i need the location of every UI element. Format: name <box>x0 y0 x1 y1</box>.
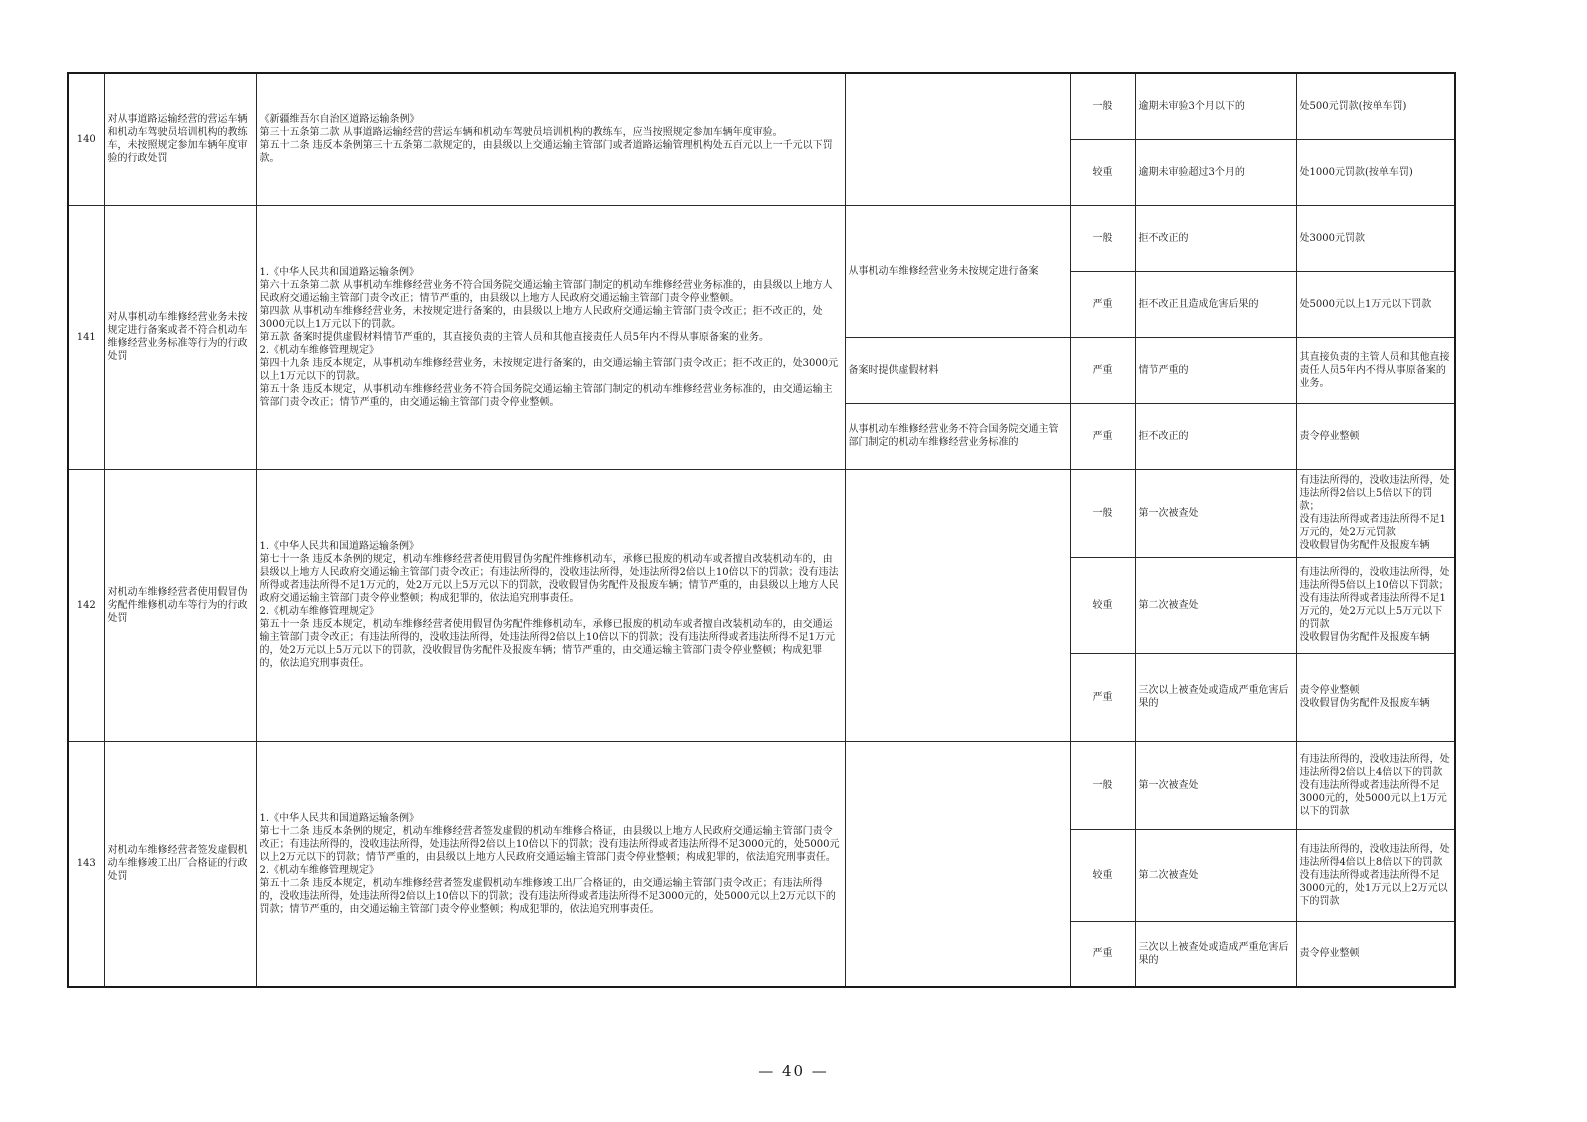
severity-level: 较重 <box>1070 557 1135 653</box>
penalty-item: 对机动车维修经营者签发虚假机动车维修竣工出厂合格证的行政处罚 <box>104 741 256 987</box>
violation-cell <box>845 469 1070 741</box>
circumstance: 三次以上被查处或造成严重危害后果的 <box>1135 921 1296 987</box>
violation-cell: 从事机动车维修经营业务未按规定进行备案 <box>845 205 1070 337</box>
severity-level: 一般 <box>1070 73 1135 139</box>
penalty: 责令停业整顿 没收假冒伪劣配件及报废车辆 <box>1296 653 1455 741</box>
basis-line: 第五十二条 违反本规定，机动车维修经营者签发虚假机动车维修竣工出厂合格证的，由交通运输主管部门责令改正；有违法所得的，没收违法所得，处违法所得2倍以上10倍以下的罚款；没有违法所得或者违法所得不足3000元的，处5000元以上2万元以下的罚款；情节严重的，由交通运输主管部门责令停业整顿；构成犯罪的，依法追究刑事责任。 <box>259 877 836 915</box>
penalty: 责令停业整顿 <box>1296 921 1455 987</box>
penalty-item: 对机动车维修经营者使用假冒伪劣配件维修机动车等行为的行政处罚 <box>104 469 256 741</box>
penalty-item: 对从事道路运输经营的营运车辆和机动车驾驶员培训机构的教练车，未按照规定参加车辆年度审验的行政处罚 <box>104 73 256 205</box>
severity-level: 一般 <box>1070 205 1135 271</box>
violation-cell: 备案时提供虚假材料 <box>845 337 1070 403</box>
severity-level: 较重 <box>1070 829 1135 921</box>
penalty: 处500元罚款(按单车罚) <box>1296 73 1455 139</box>
basis-line: 《新疆维吾尔自治区道路运输条例》 <box>259 114 420 126</box>
violation-cell: 从事机动车维修经营业务不符合国务院交通主管部门制定的机动车维修经营业务标准的 <box>845 403 1070 469</box>
circumstance: 逾期未审验3个月以下的 <box>1135 73 1296 139</box>
circumstance: 三次以上被查处或造成严重危害后果的 <box>1135 653 1296 741</box>
basis-line: 第四十九条 违反本规定，从事机动车维修经营业务，未按规定进行备案的，由交通运输主管部门责令改正；拒不改正的，处3000元以上1万元以下的罚款。 <box>259 357 839 382</box>
basis-line: 第五十二条 违反本条例第三十五条第二款规定的，由县级以上交通运输主管部门或者道路运输管理机构处五百元以上一千元以下罚款。 <box>259 140 833 165</box>
basis-line: 第三十五条第二款 从事道路运输经营的营运车辆和机动车驾驶员培训机构的教练车，应当按照规定参加车辆年度审验。 <box>259 127 783 139</box>
basis-line: 第五十条 违反本规定，从事机动车维修经营业务不符合国务院交通运输主管部门制定的机动车维修经营业务标准的，由交通运输主管部门责令改正；情节严重的，由交通运输主管部门责令停业整顿。 <box>259 383 833 408</box>
basis-line: 第七十二条 违反本条例的规定，机动车维修经营者签发虚假的机动车维修合格证，由县级以上地方人民政府交通运输主管部门责令改正；有违法所得的，没收违法所得，处违法所得2倍以上10倍以下的罚款；没有违法所得或者违法所得不足3000元的，处5000元以上2万元以下的罚款；情节严重的，由县级以上地方人民政府交通运输主管部门责令停业整顿；构成犯罪的，依法追究刑事责任。 <box>259 825 840 863</box>
penalty: 处1000元罚款(按单车罚) <box>1296 139 1455 205</box>
penalty-item: 对从事机动车维修经营业务未按规定进行备案或者不符合机动车维修经营业务标准等行为的行政处罚 <box>104 205 256 469</box>
penalty: 有违法所得的，没收违法所得，处违法所得2倍以上5倍以下的罚款； 没有违法所得或者违法所得不足1万元的，处2万元罚款 没收假冒伪劣配件及报废车辆 <box>1296 469 1455 557</box>
row-number: 143 <box>68 741 104 987</box>
table-row <box>68 469 1455 557</box>
legal-basis <box>256 741 845 987</box>
circumstance: 第二次被查处 <box>1135 829 1296 921</box>
severity-level: 严重 <box>1070 403 1135 469</box>
severity-level: 严重 <box>1070 271 1135 337</box>
table-row <box>68 73 1455 139</box>
row-number: 140 <box>68 73 104 205</box>
legal-basis <box>256 205 845 469</box>
circumstance: 第一次被查处 <box>1135 469 1296 557</box>
legal-basis <box>256 73 845 205</box>
page-number: — 40 — <box>758 1062 829 1080</box>
table-row <box>68 205 1455 271</box>
basis-line: 1.《中华人民共和国道路运输条例》 <box>259 266 420 278</box>
penalty: 有违法所得的，没收违法所得，处违法所得2倍以上4倍以下的罚款 没有违法所得或者违法所得不足3000元的，处5000元以上1万元以下的罚款 <box>1296 741 1455 829</box>
circumstance: 第一次被查处 <box>1135 741 1296 829</box>
severity-level: 严重 <box>1070 921 1135 987</box>
penalty: 处5000元以上1万元以下罚款 <box>1296 271 1455 337</box>
severity-level: 严重 <box>1070 337 1135 403</box>
penalty: 有违法所得的，没收违法所得，处违法所得4倍以上8倍以下的罚款 没有违法所得或者违法所得不足3000元的，处1万元以上2万元以下的罚款 <box>1296 829 1455 921</box>
row-number: 142 <box>68 469 104 741</box>
severity-level: 严重 <box>1070 653 1135 741</box>
table-row <box>68 741 1455 829</box>
circumstance: 拒不改正的 <box>1135 205 1296 271</box>
circumstance: 拒不改正且造成危害后果的 <box>1135 271 1296 337</box>
basis-line: 1.《中华人民共和国道路运输条例》 <box>259 541 420 552</box>
severity-level: 一般 <box>1070 741 1135 829</box>
legal-basis <box>256 469 845 741</box>
circumstance: 拒不改正的 <box>1135 403 1296 469</box>
penalty: 处3000元罚款 <box>1296 205 1455 271</box>
basis-line: 第五十一条 违反本规定，机动车维修经营者使用假冒伪劣配件维修机动车，承修已报废的机动车或者擅自改装机动车的，由交通运输主管部门责令改正；有违法所得的，没收违法所得，处违法所得2倍以上10倍以下的罚款；没有违法所得或者违法所得不足1万元的，处2万元以上5万元以下的罚款，没收假冒伪劣配件及报废车辆；情节严重的，由交通运输主管部门责令停业整顿；构成犯罪的，依法追究刑事责任。 <box>259 619 835 669</box>
circumstance: 情节严重的 <box>1135 337 1296 403</box>
severity-level: 较重 <box>1070 139 1135 205</box>
basis-line: 1.《中华人民共和国道路运输条例》 <box>259 812 420 824</box>
penalty-standards-table <box>67 72 1456 988</box>
basis-line: 第五款 备案时提供虚假材料情节严重的，其直接负责的主管人员和其他直接责任人员5年内不得从事原备案的业务。 <box>259 331 770 343</box>
basis-line: 第七十一条 违反本条例的规定，机动车维修经营者使用假冒伪劣配件维修机动车，承修已报废的机动车或者擅自改装机动车的，由县级以上地方人民政府交通运输主管部门责令改正；有违法所得的，没收违法所得，处违法所得2倍以上10倍以下的罚款；没有违法所得或者违法所得不足1万元的，处2万元以上5万元以下的罚款，没收假冒伪劣配件及报废车辆；情节严重的，由县级以上地方人民政府交通运输主管部门责令停业整顿；构成犯罪的，依法追究刑事责任。 <box>259 554 839 604</box>
basis-line: 2.《机动车维修管理规定》 <box>259 864 380 876</box>
basis-line: 2.《机动车维修管理规定》 <box>259 344 380 356</box>
violation-cell <box>845 741 1070 987</box>
basis-line: 第四款 从事机动车维修经营业务，未按规定进行备案的，由县级以上地方人民政府交通运输主管部门责令改正；拒不改正的，处3000元以上1万元以下的罚款。 <box>259 305 823 330</box>
penalty: 其直接负责的主管人员和其他直接责任人员5年内不得从事原备案的业务。 <box>1296 337 1455 403</box>
violation-cell <box>845 73 1070 205</box>
circumstance: 逾期未审验超过3个月的 <box>1135 139 1296 205</box>
penalty: 责令停业整顿 <box>1296 403 1455 469</box>
row-number: 141 <box>68 205 104 469</box>
basis-line: 2.《机动车维修管理规定》 <box>259 606 380 617</box>
basis-line: 第六十五条第二款 从事机动车维修经营业务不符合国务院交通运输主管部门制定的机动车维修经营业务标准的，由县级以上地方人民政府交通运输主管部门责令改正；情节严重的，由县级以上地方人民政府交通运输主管部门责令停业整顿。 <box>259 279 833 304</box>
penalty: 有违法所得的，没收违法所得，处违法所得5倍以上10倍以下罚款； 没有违法所得或者违法所得不足1万元的，处2万元以上5万元以下的罚款 没收假冒伪劣配件及报废车辆 <box>1296 557 1455 653</box>
circumstance: 第二次被查处 <box>1135 557 1296 653</box>
severity-level: 一般 <box>1070 469 1135 557</box>
